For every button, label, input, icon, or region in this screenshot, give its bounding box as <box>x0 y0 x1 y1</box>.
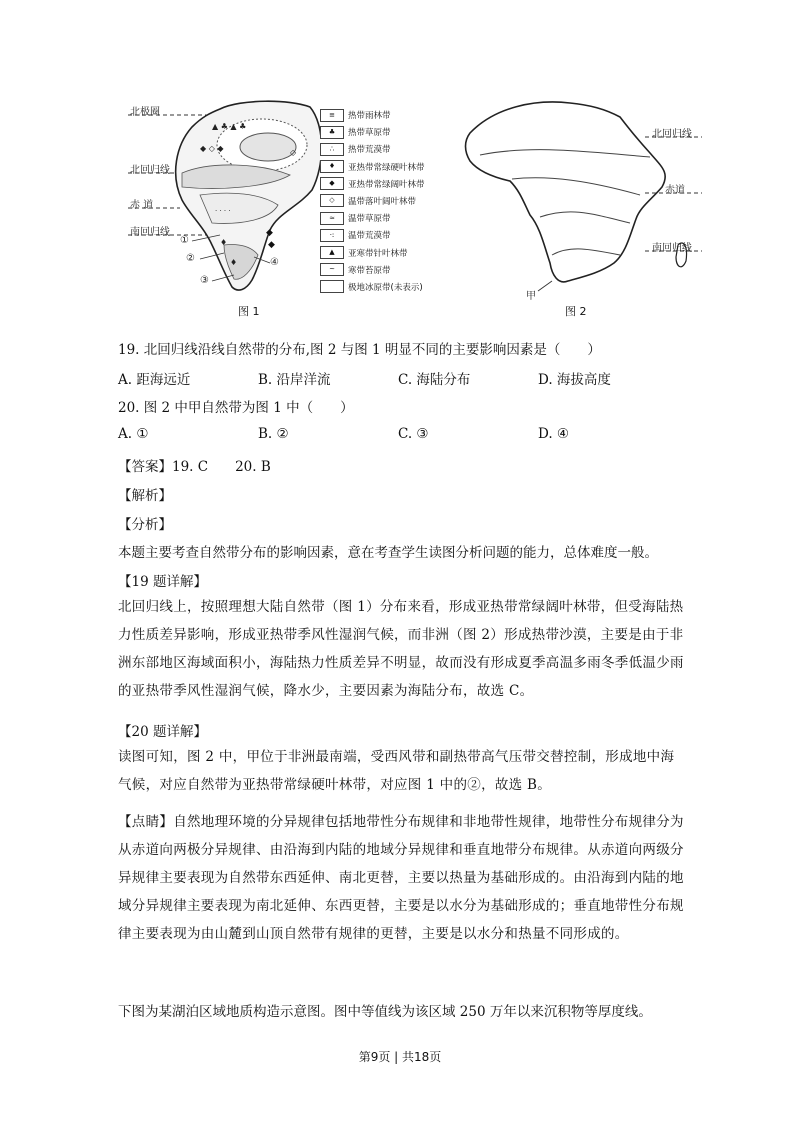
page-footer: 第9页 | 共18页 <box>358 1050 442 1064</box>
detail-20-heading: 【20 题详解】 <box>118 724 207 740</box>
legend-swatch: ≡ <box>320 109 344 122</box>
legend-swatch: ∴ <box>320 143 344 156</box>
legend-item <box>320 227 450 243</box>
detail-19-text: 北回归线上，按照理想大陆自然带（图 1）分布来看，形成亚热带常绿阔叶林带，但受海陆热力性质差异影响，形成亚热带季风性湿润气候，而非洲（图 2）形成热带沙漠，主要是由于非洲东部地区海域面积小，海陆热力性质差异不明显，故而没有形成夏季高温多雨冬季低温少雨的亚热带季风性湿润气候，降水少，主要因素为海陆分布，故选 C。 <box>118 599 684 699</box>
svg-text:◆ ◇ ◆: ◆ ◇ ◆ <box>200 144 224 153</box>
lat-label-equator: 赤 道 <box>130 200 154 211</box>
legend-swatch: ♦ <box>320 160 344 173</box>
marker-4: ④ <box>270 257 279 268</box>
legend-item <box>320 159 450 175</box>
jiexi-heading: 【解析】 <box>118 488 172 504</box>
lat-label-tropic-cancer: 北回归线 <box>652 129 692 140</box>
legend-swatch: ◆ <box>320 177 344 190</box>
legend-item <box>320 262 450 278</box>
legend-swatch <box>320 280 344 293</box>
legend-item <box>320 176 450 192</box>
fenxi-heading: 【分析】 <box>118 517 172 533</box>
svg-text:◇: ◇ <box>290 148 297 157</box>
legend-item <box>320 279 450 295</box>
svg-text:◆: ◆ <box>266 228 273 238</box>
legend-label: 温带落叶阔叶林带 <box>348 196 417 207</box>
legend-swatch: ▲ <box>320 246 344 259</box>
legend-item <box>320 245 450 261</box>
q19-option-d: D. 海拔高度 <box>538 372 611 388</box>
lat-label-equator: 赤道 <box>665 185 685 196</box>
figure-1-legend <box>320 107 450 296</box>
legend-label: 热带荒漠带 <box>348 145 391 156</box>
legend-item <box>320 107 450 123</box>
figures-area <box>120 95 710 325</box>
legend-item <box>320 141 450 157</box>
marker-1: ① <box>180 235 189 246</box>
point-jia-label: 甲 <box>526 291 536 302</box>
legend-label: 亚寒带针叶林带 <box>348 248 408 259</box>
q19-option-b: B. 沿岸洋流 <box>258 372 331 388</box>
legend-item <box>320 210 450 226</box>
legend-swatch: ◇ <box>320 194 344 207</box>
q20-option-b: B. ② <box>258 426 289 442</box>
q20-option-d: D. ④ <box>538 426 570 442</box>
legend-label: 寒带苔原带 <box>348 265 391 276</box>
legend-label: 极地冰原带(未表示) <box>348 282 423 293</box>
question-20-stem: 20. 图 2 中甲自然带为图 1 中（ ） <box>118 400 354 416</box>
q19-option-c: C. 海陆分布 <box>398 372 471 388</box>
legend-label: 热带雨林带 <box>348 111 391 121</box>
q19-option-a: A. 距海远近 <box>118 372 191 388</box>
legend-item <box>320 193 450 209</box>
dianjing-text: 【点睛】自然地理环境的分异规律包括地带性分布规律和非地带性规律，地带性分布规律分为从赤道向两极分异规律、由沿海到内陆的地域分异规律和垂直地带分布规律。从赤道向两级分异规律主要表现为自然带东西延伸、南北更替，主要以热量为基础形成的。由沿海到内陆的地域分异规律主要表现为南北延伸、东西更替，主要是以水分为基础形成的；垂直地带性分布规律主要表现为由山麓到山顶自然带有规律的更替，主要是以水分和热量不同形成的。 <box>118 814 684 942</box>
figure-1-ideal-continent <box>120 95 450 318</box>
lat-label-arctic-circle: 北极圈 <box>130 107 160 118</box>
q20-option-c: C. ③ <box>398 426 429 442</box>
q20-option-a: A. ① <box>118 426 149 442</box>
next-question-intro: 下图为某湖泊区域地质构造示意图。图中等值线为该区域 250 万年以来沉积物等厚度线。 <box>118 1004 652 1020</box>
figure-2-africa <box>440 95 710 318</box>
svg-text:◆: ◆ <box>268 240 275 250</box>
marker-2: ② <box>186 253 195 264</box>
legend-label: 温带草原带 <box>348 214 391 225</box>
legend-label: 亚热带常绿硬叶林带 <box>348 162 425 173</box>
legend-label: 亚热带常绿阔叶林带 <box>348 179 425 190</box>
svg-text:♦: ♦ <box>230 258 238 267</box>
legend-label: 热带草原带 <box>348 128 391 139</box>
lat-label-tropic-capricorn: 南回归线 <box>130 227 170 238</box>
svg-text:· · · ·: · · · · <box>215 207 231 215</box>
figure-1-caption: 图 1 <box>238 305 260 318</box>
svg-text:♦: ♦ <box>220 238 228 247</box>
legend-swatch: ~ <box>320 263 344 276</box>
legend-label: 温带荒漠带 <box>348 231 391 242</box>
answer-line: 【答案】19. C 20. B <box>118 459 271 475</box>
fenxi-text: 本题主要考查自然带分布的影响因素，意在考查学生读图分析问题的能力，总体难度一般。 <box>118 545 658 561</box>
marker-3: ③ <box>200 275 209 286</box>
question-19-stem: 19. 北回归线沿线自然带的分布,图 2 与图 1 明显不同的主要影响因素是（ ） <box>118 342 601 358</box>
figure-2-caption: 图 2 <box>565 305 587 318</box>
detail-19-heading: 【19 题详解】 <box>118 574 207 590</box>
legend-swatch: ·: <box>320 229 344 242</box>
legend-swatch: ≈ <box>320 212 344 225</box>
legend-swatch: ♣ <box>320 126 344 139</box>
svg-text:▲ ♣ ▲ ♣: ▲ ♣ ▲ ♣ <box>212 122 247 131</box>
detail-20-text: 读图可知，图 2 中，甲位于非洲最南端，受西风带和副热带高气压带交替控制，形成地中海气候，对应自然带为亚热带常绿硬叶林带，对应图 1 中的②，故选 B。 <box>118 749 675 793</box>
lat-label-tropic-cancer: 北回归线 <box>130 165 170 176</box>
lat-label-tropic-capricorn: 南回归线 <box>652 243 692 254</box>
legend-item <box>320 124 450 140</box>
